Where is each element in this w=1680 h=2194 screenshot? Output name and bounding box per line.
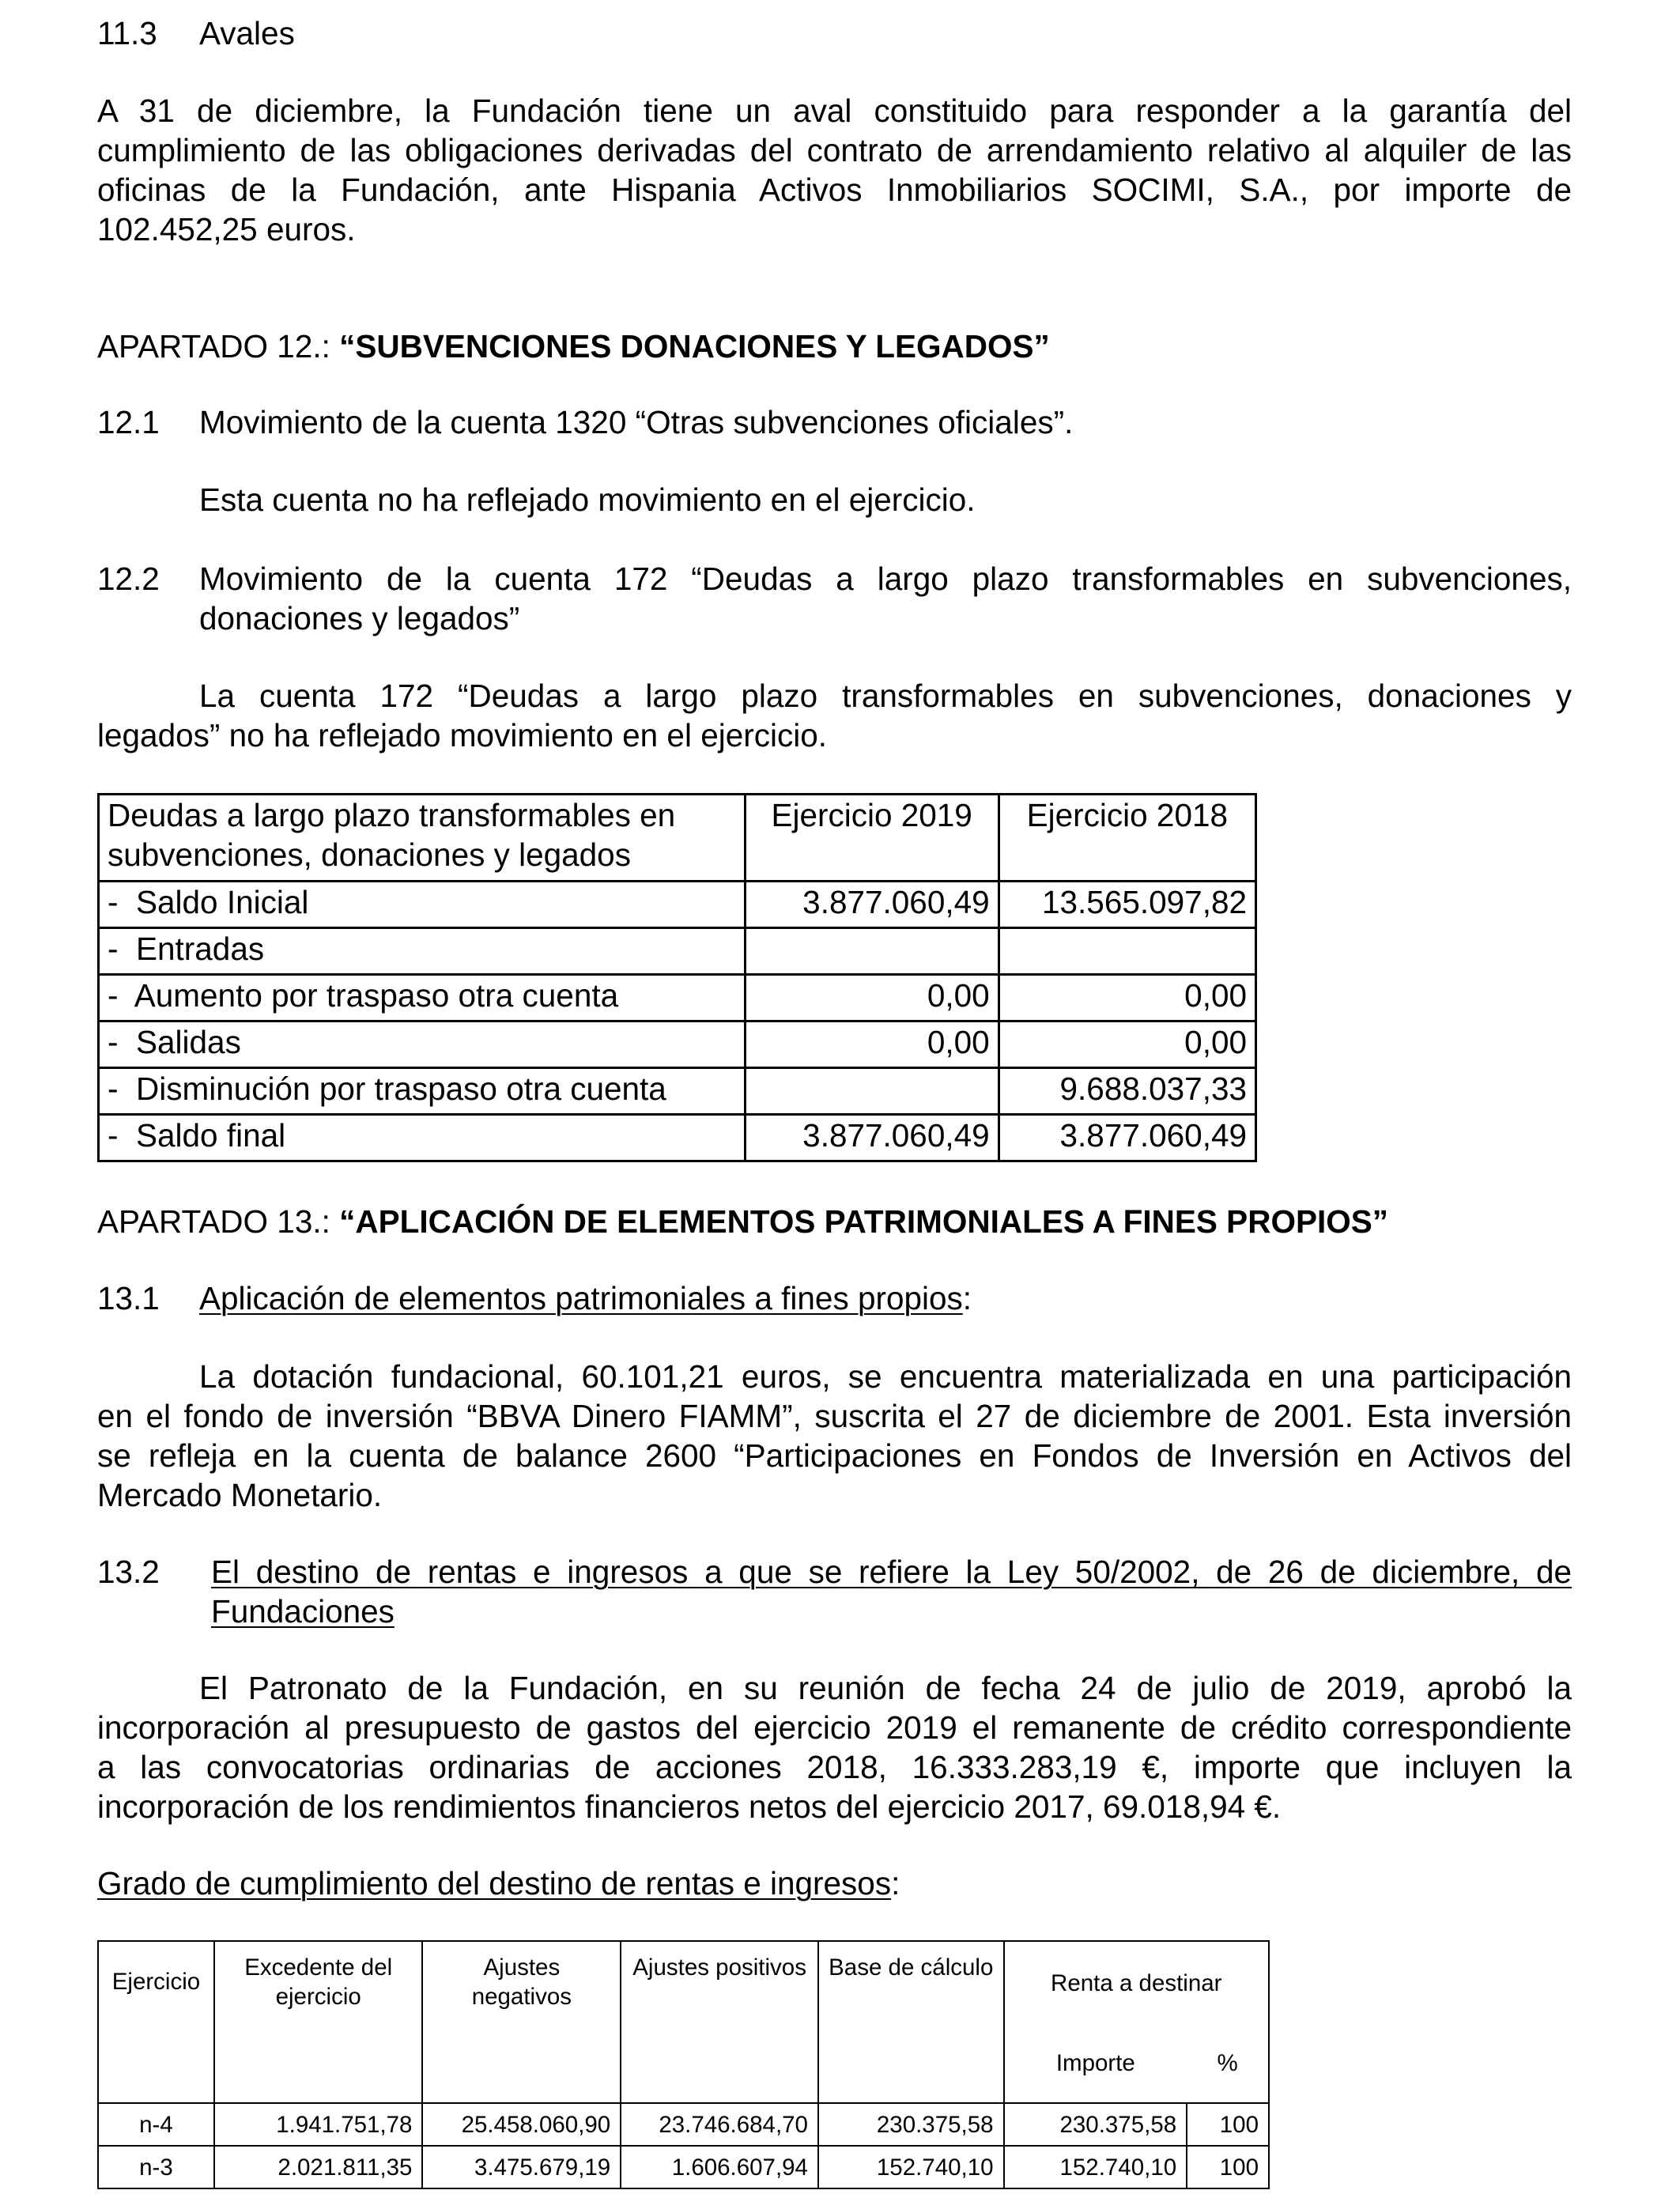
paragraph-line: El Patronato de la Fundación, en su reunión de fecha 24 de julio de 2019, aprobó la [199,1670,1572,1706]
section-13-1-title-text: Aplicación de elementos patrimoniales a fines propios [199,1280,963,1316]
section-11-3-title: Avales [199,15,295,51]
cell-importe: 152.740,10 [1004,2146,1187,2188]
grado-cumplimiento-table [97,1940,1270,2189]
paragraph-line: cumplimiento de las obligaciones derivadas del contrato de arrendamiento relativo al alquiler de las [97,132,1572,168]
grado-title: Grado de cumplimiento del destino de rentas e ingresos: [97,1865,900,1901]
cell-ejercicio: n-4 [98,2103,214,2146]
grado-title-text: Grado de cumplimiento del destino de rentas e ingresos [97,1865,892,1901]
cell-percent: 100 [1187,2103,1269,2146]
paragraph-line: legados” no ha reflejado movimiento en el ejercicio. [97,717,828,753]
header-percent: % [1187,2024,1269,2103]
section-13-2-paragraph [97,1668,1572,1826]
cell-percent: 100 [1187,2146,1269,2188]
header-importe: Importe [1004,2024,1187,2103]
table-row [98,2146,1269,2188]
section-12-1-number: 12.1 [97,404,160,440]
section-11-3-number: 11.3 [97,15,157,51]
apartado-13-heading [97,1202,1388,1241]
table-row [99,1068,1256,1115]
cell-importe: 230.375,58 [1004,2103,1187,2146]
paragraph-line: A 31 de diciembre, la Fundación tiene un aval constituido para responder a la garantía del [97,93,1572,129]
row-value-2018: 9.688.037,33 [999,1068,1255,1115]
header-ajustes-positivos: Ajustes positivos [621,1941,818,2103]
paragraph-line: La cuenta 172 “Deudas a largo plazo transformables en subvenciones, donaciones y [199,678,1572,714]
table-row [99,1021,1256,1068]
table-row [99,882,1256,928]
apartado-13-title: “APLICACIÓN DE ELEMENTOS PATRIMONIALES A FINES PROPIOS” [339,1203,1388,1240]
row-value-2019: 0,00 [745,975,999,1021]
row-label: - Saldo Inicial [99,882,746,928]
paragraph-line: Mercado Monetario. [97,1477,383,1513]
table-row [98,2103,1269,2146]
avales-paragraph [97,91,1572,249]
header-ejercicio-2018: Ejercicio 2018 [999,795,1255,882]
title-line: Movimiento de la cuenta 172 “Deudas a largo plazo transformables en subvenciones, [199,561,1572,597]
section-13-2-number: 13.2 [97,1554,160,1590]
cell-ajustes-negativos: 3.475.679,19 [422,2146,621,2188]
header-renta-a-destinar: Renta a destinar [1004,1941,1269,2024]
header-ejercicio-2019: Ejercicio 2019 [745,795,999,882]
cell-base-calculo: 152.740,10 [818,2146,1004,2188]
title-line: El destino de rentas e ingresos a que se refiere la Ley 50/2002, de 26 de diciembre, de [211,1554,1572,1590]
apartado-12-heading [97,327,1050,366]
deudas-table [97,793,1257,1162]
row-value-2019 [745,928,999,975]
header-ejercicio: Ejercicio [98,1941,214,2103]
row-value-2019: 0,00 [745,1021,999,1068]
row-value-2018: 13.565.097,82 [999,882,1255,928]
section-13-1-paragraph [97,1357,1572,1515]
paragraph-line: en el fondo de inversión “BBVA Dinero FIAMM”, suscrita el 27 de diciembre de 2001. Esta inversión [97,1398,1572,1434]
row-value-2018 [999,928,1255,975]
cell-ejercicio: n-3 [98,2146,214,2188]
section-13-1-title: Aplicación de elementos patrimoniales a fines propios: [199,1280,972,1316]
paragraph-line: 102.452,25 euros. [97,211,356,247]
cell-ajustes-positivos: 23.746.684,70 [621,2103,818,2146]
paragraph-line: oficinas de la Fundación, ante Hispania Activos Inmobiliarios SOCIMI, S.A., por importe de [97,172,1572,208]
section-12-2-title [199,559,1572,638]
section-12-1-text: Esta cuenta no ha reflejado movimiento en el ejercicio. [199,481,976,518]
section-13-1-number: 13.1 [97,1280,160,1316]
title-line: donaciones y legados” [199,600,520,636]
paragraph-line: incorporación de los rendimientos financieros netos del ejercicio 2017, 69.018,94 €. [97,1788,1282,1825]
row-label: - Entradas [99,928,746,975]
title-line: Fundaciones [211,1593,395,1629]
row-value-2018: 0,00 [999,975,1255,1021]
apartado-13-prefix: APARTADO 13.: [97,1203,330,1240]
section-12-2-number: 12.2 [97,561,160,597]
row-value-2019 [745,1068,999,1115]
header-base-calculo: Base de cálculo [818,1941,1004,2103]
cell-base-calculo: 230.375,58 [818,2103,1004,2146]
row-value-2019: 3.877.060,49 [745,882,999,928]
row-label: - Disminución por traspaso otra cuenta [99,1068,746,1115]
header-ajustes-negativos: Ajustes negativos [422,1941,621,2103]
row-label: - Aumento por traspaso otra cuenta [99,975,746,1021]
table-row [99,975,1256,1021]
cell-ajustes-positivos: 1.606.607,94 [621,2146,818,2188]
table-row [99,928,1256,975]
section-12-1-title: Movimiento de la cuenta 1320 “Otras subvenciones oficiales”. [199,404,1074,440]
header-concepto: Deudas a largo plazo transformables en subvenciones, donaciones y legados [99,795,746,882]
row-value-2018: 3.877.060,49 [999,1115,1255,1161]
paragraph-line: a las convocatorias ordinarias de acciones 2018, 16.333.283,19 €, importe que incluyen la [97,1749,1572,1785]
section-13-2-title [211,1552,1572,1631]
section-12-2-paragraph [97,676,1572,755]
apartado-12-prefix: APARTADO 12.: [97,328,330,364]
row-label: - Saldo final [99,1115,746,1161]
table-header-row [99,795,1256,882]
apartado-12-title: “SUBVENCIONES DONACIONES Y LEGADOS” [339,328,1050,364]
cell-excedente: 1.941.751,78 [214,2103,423,2146]
table-header-row [98,1941,1269,2024]
paragraph-line: La dotación fundacional, 60.101,21 euros, se encuentra materializada en una participación [199,1358,1572,1395]
row-label: - Salidas [99,1021,746,1068]
paragraph-line: se refleja en la cuenta de balance 2600 “Participaciones en Fondos de Inversión en Activos del [97,1437,1572,1474]
cell-ajustes-negativos: 25.458.060,90 [422,2103,621,2146]
cell-excedente: 2.021.811,35 [214,2146,423,2188]
table-row [99,1115,1256,1161]
header-excedente: Excedente del ejercicio [214,1941,423,2103]
row-value-2019: 3.877.060,49 [745,1115,999,1161]
row-value-2018: 0,00 [999,1021,1255,1068]
paragraph-line: incorporación al presupuesto de gastos del ejercicio 2019 el remanente de crédito correspondiente [97,1709,1572,1746]
